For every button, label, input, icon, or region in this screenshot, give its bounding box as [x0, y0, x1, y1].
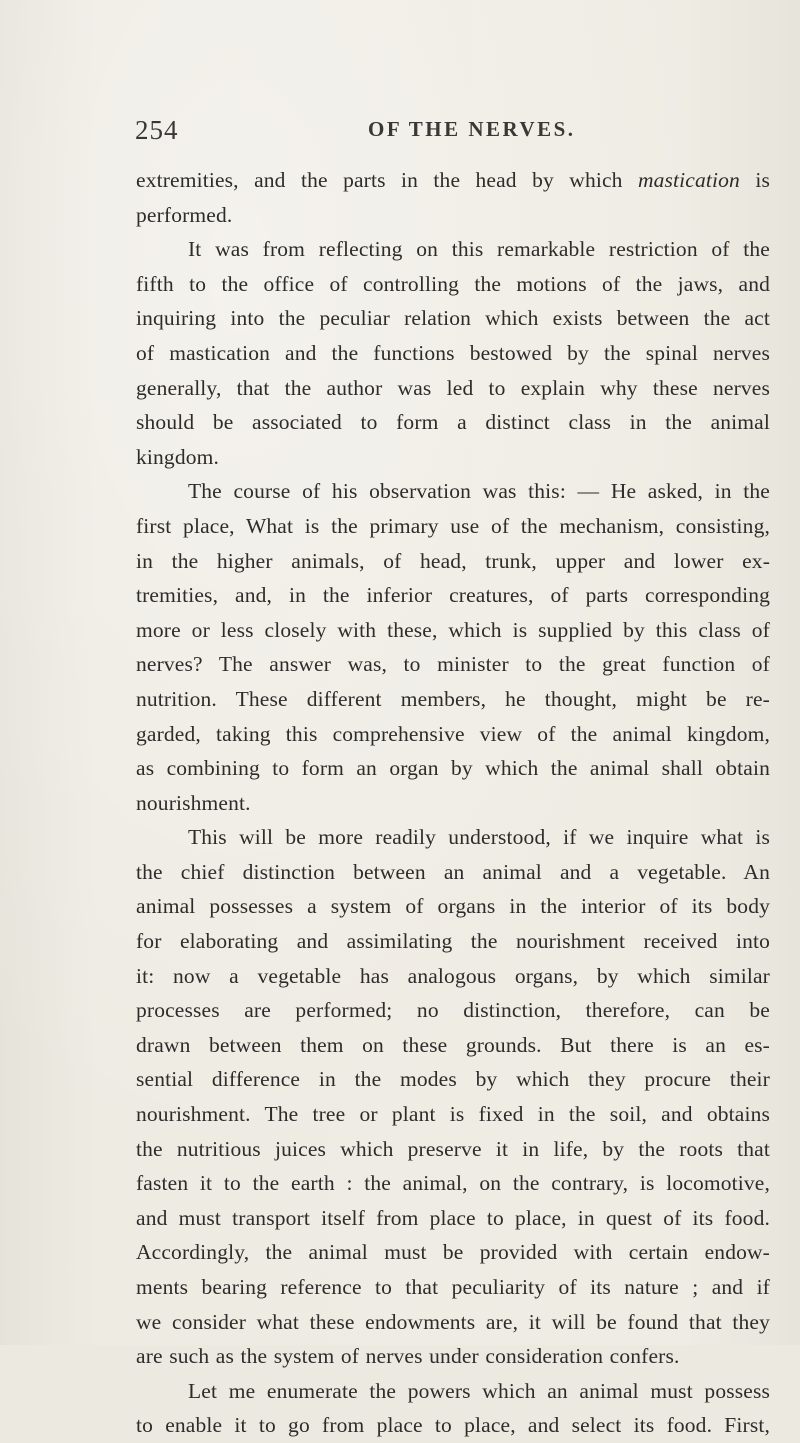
text-line: extremities, and the parts in the head by which mastication is [136, 168, 770, 192]
text-line: fasten it to the earth : the animal, on the contrary, is locomotive, [136, 1171, 770, 1196]
text-line: generally, that the author was led to explain why these nerves [136, 375, 770, 400]
text-line: fifth to the office of controlling the motions of the jaws, and [136, 271, 770, 296]
text-line: This will be more readily understood, if we inquire what is [188, 825, 770, 850]
text-line: of mastication and the functions bestowed by the spinal nerves [136, 340, 770, 365]
text-line: ments bearing reference to that peculiarity of its nature ; and if [136, 1275, 770, 1299]
running-head [135, 115, 715, 151]
text-line: to enable it to go from place to place, and select its food. First, [136, 1413, 770, 1438]
text-line: It was from reflecting on this remarkable restriction of the [188, 237, 770, 262]
italic-term: mastication [637, 168, 740, 192]
text-line: and must transport itself from place to place, in quest of its food. [136, 1205, 770, 1230]
text-line: processes are performed; no distinction, therefore, can be [136, 998, 770, 1023]
text-line: in the higher animals, of head, trunk, upper and lower ex- [136, 548, 770, 573]
text-line: it: now a vegetable has analogous organs, by which similar [136, 963, 770, 988]
text-line: Let me enumerate the powers which an animal must possess [188, 1378, 770, 1403]
text-line: first place, What is the primary use of the mechanism, consisting, [136, 513, 770, 538]
text-line: animal possesses a system of organs in the interior of its body [136, 894, 770, 919]
text-line: the chief distinction between an animal and a vegetable. An [136, 859, 770, 884]
text-line: for elaborating and assimilating the nourishment received into [136, 929, 770, 954]
text-line: Accordingly, the animal must be provided with certain endow- [136, 1240, 770, 1265]
text-line: as combining to form an organ by which the animal shall obtain [136, 756, 770, 781]
text-line: kingdom. [136, 444, 220, 469]
text-line: the nutritious juices which preserve it in life, by the roots that [136, 1136, 770, 1161]
body-text [136, 163, 770, 1443]
text-line: should be associated to form a distinct class in the animal [136, 410, 770, 435]
text-line: drawn between them on these grounds. But there is an es- [136, 1032, 770, 1057]
text-line: we consider what these endowments are, it will be found that they [136, 1309, 770, 1334]
text-line: nutrition. These different members, he thought, might be re- [136, 686, 770, 711]
text-line: nourishment. The tree or plant is fixed in the soil, and obtains [136, 1102, 770, 1127]
text-line: garded, taking this comprehensive view of the animal kingdom, [136, 721, 770, 746]
text-line: inquiring into the peculiar relation which exists between the act [136, 306, 770, 331]
text-line: are such as the system of nerves under consideration confers. [136, 1344, 680, 1369]
text-line: nourishment. [136, 790, 251, 815]
text-line: tremities, and, in the inferior creatures, of parts corresponding [136, 583, 770, 608]
text-line: nerves? The answer was, to minister to the great function of [136, 652, 770, 677]
running-title: OF THE NERVES. [368, 117, 576, 141]
page-number: 254 [135, 115, 179, 145]
text-line: performed. [136, 202, 233, 227]
text-line: sential difference in the modes by which they procure their [136, 1067, 770, 1092]
text-line: more or less closely with these, which is supplied by this class of [136, 617, 770, 642]
text-line: The course of his observation was this: — He asked, in the [188, 479, 770, 504]
